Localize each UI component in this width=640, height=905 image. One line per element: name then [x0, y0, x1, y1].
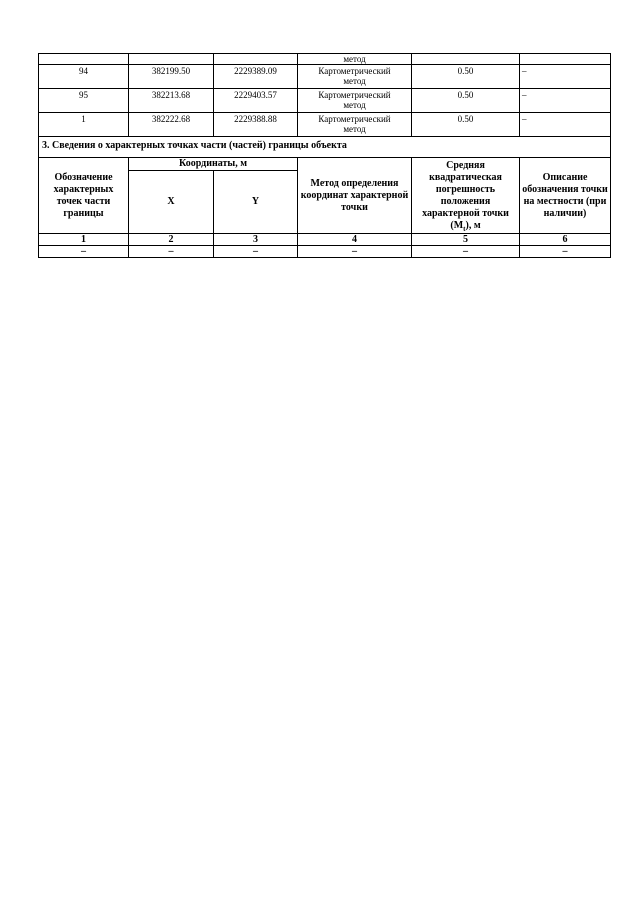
- coord-y: 2229388.88: [214, 113, 298, 137]
- method-cell: Картометрический метод: [298, 89, 412, 113]
- document-sheet: [38, 53, 610, 258]
- empty-cell: –: [214, 246, 298, 258]
- column-number: 3: [214, 234, 298, 246]
- point-id: 1: [39, 113, 129, 137]
- point-id: 94: [39, 65, 129, 89]
- empty-cell: –: [298, 246, 412, 258]
- empty-cell: –: [39, 246, 129, 258]
- column-number: 1: [39, 234, 129, 246]
- coord-x: 382222.68: [129, 113, 214, 137]
- coord-x: 382213.68: [129, 89, 214, 113]
- method-cell: Картометрический метод: [298, 113, 412, 137]
- section-title: 3. Сведения о характерных точках части (частей) границы объекта: [39, 137, 611, 158]
- method-cell: метод: [298, 54, 412, 65]
- table-row: [39, 65, 611, 89]
- empty-cell: –: [129, 246, 214, 258]
- description-cell: –: [520, 113, 611, 137]
- column-number: 2: [129, 234, 214, 246]
- empty-cell: –: [412, 246, 520, 258]
- method-cell: Картометрический метод: [298, 65, 412, 89]
- column-numbers-row: [39, 234, 611, 246]
- section3-title-row: [39, 137, 611, 158]
- accuracy-cell: 0.50: [412, 113, 520, 137]
- column-number: 6: [520, 234, 611, 246]
- description-cell: –: [520, 65, 611, 89]
- points-table: [38, 53, 611, 137]
- header-point-designation: Обозначение характерных точек части границы: [39, 158, 129, 234]
- empty-cell: –: [520, 246, 611, 258]
- accuracy-cell: 0.50: [412, 65, 520, 89]
- table-row: [39, 113, 611, 137]
- table-row: [39, 89, 611, 113]
- coord-y: 2229389.09: [214, 65, 298, 89]
- header-accuracy: Средняя квадратическая погрешность положения характерной точки $(M_t)$, м: [412, 158, 520, 234]
- point-id: 95: [39, 89, 129, 113]
- header-description: Описание обозначения точки на местности (при наличии): [520, 158, 611, 234]
- header-coordinates: Координаты, м: [129, 158, 298, 171]
- column-number: 4: [298, 234, 412, 246]
- accuracy-cell: 0.50: [412, 89, 520, 113]
- header-y: Y: [214, 171, 298, 234]
- column-number: 5: [412, 234, 520, 246]
- coord-x: 382199.50: [129, 65, 214, 89]
- description-cell: –: [520, 89, 611, 113]
- header-method: Метод определения координат характерной точки: [298, 158, 412, 234]
- continued-row: [39, 54, 611, 65]
- header-row: [39, 158, 611, 171]
- header-x: X: [129, 171, 214, 234]
- table-row: [39, 246, 611, 258]
- coord-y: 2229403.57: [214, 89, 298, 113]
- section3-table: [38, 137, 611, 258]
